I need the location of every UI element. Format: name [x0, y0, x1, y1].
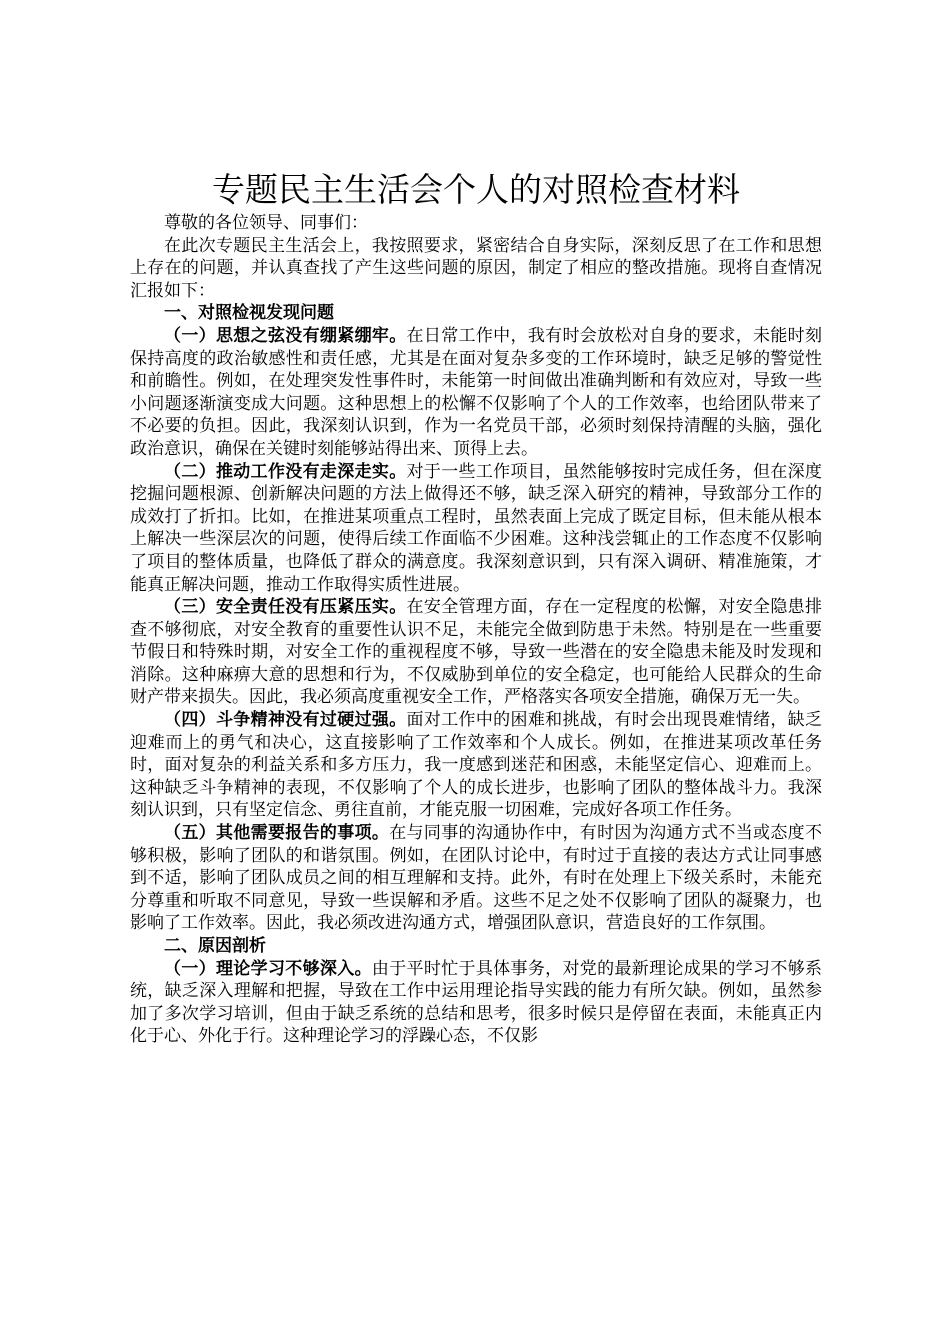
paragraph-lead: （三）安全责任没有压紧压实。 — [164, 597, 407, 618]
paragraph — [130, 709, 822, 822]
paragraph — [130, 461, 822, 597]
document-title: 专题民主生活会个人的对照检查材料 — [212, 170, 740, 209]
paragraph — [130, 596, 822, 709]
section-heading-2: 二、原因剖析 — [164, 936, 266, 956]
intro-paragraph: 在此次专题民主生活会上，我按照要求，紧密结合自身实际，深刻反思了在工作和思想上存在的问题，并认真查找了产生这些问题的原因，制定了相应的整改措施。现将自查情况汇报如下： — [130, 235, 822, 301]
paragraph-body: 在与同事的沟通协作中，有时因为沟通方式不当或态度不够积极，影响了团队的和谐氛围。例如，在团队讨论中，有时过于直接的表达方式让同事感到不适，影响了团队成员之间的相互理解和支持。此外，有时在处理上下级关系时，未能充分尊重和听取不同意见，导致一些误解和矛盾。这些不足之处不仅影响了团队的凝聚力，也影响了工作效率。因此，我必须改进沟通方式，增强团队意识，营造良好的工作氛围。 — [130, 823, 823, 934]
paragraph-lead: （一）思想之弦没有绷紧绷牢。 — [164, 325, 407, 346]
paragraph-body: 对于一些工作项目，虽然能够按时完成任务，但在深度挖掘问题根源、创新解决问题的方法上做得还不够，缺乏深入研究的精神，导致部分工作的成效打了折扣。比如，在推进某项重点工程时，虽然表面上完成了既定目标，但未能从根本上解决一些深层次的问题，使得后续工作面临不少困难。这种浅尝辄止的工作态度不仅影响了项目的整体质量，也降低了群众的满意度。我深刻意识到，只有深入调研、精准施策，才能真正解决问题，推动工作取得实质性进展。 — [130, 461, 823, 595]
paragraph — [130, 325, 822, 461]
paragraph — [130, 958, 822, 1048]
paragraph-lead: （二）推动工作没有走深走实。 — [164, 461, 407, 482]
paragraph-lead: （四）斗争精神没有过硬过强。 — [164, 710, 407, 731]
paragraph-lead: （五）其他需要报告的事项。 — [164, 823, 390, 844]
paragraph — [130, 822, 822, 935]
paragraph-body: 由于平时忙于具体事务，对党的最新理论成果的学习不够系统，缺乏深入理解和把握，导致在工作中运用理论指导实践的能力有所欠缺。例如，虽然参加了多次学习培训，但由于缺乏系统的总结和思考，很多时候只是停留在表面，未能真正内化于心、外化于行。这种理论学习的浮躁心态，不仅影 — [130, 958, 823, 1047]
paragraph-body: 在安全管理方面，存在一定程度的松懈，对安全隐患排查不够彻底，对安全教育的重要性认识不足，未能完全做到防患于未然。特别是在一些重要节假日和特殊时期，对安全工作的重视程度不够，导致一些潜在的安全隐患未能及时发现和消除。这种麻痹大意的思想和行为，不仅威胁到单位的安全稳定，也可能给人民群众的生命财产带来损失。因此，我必须高度重视安全工作，严格落实各项安全措施，确保万无一失。 — [130, 597, 823, 708]
document-page — [130, 168, 822, 1048]
section-heading-1: 一、对照检视发现问题 — [164, 303, 334, 324]
salutation: 尊敬的各位领导、同事们： — [164, 213, 368, 233]
paragraph-body: 面对工作中的困难和挑战，有时会出现畏难情绪，缺乏迎难而上的勇气和决心，这直接影响了工作效率和个人成长。例如，在推进某项改革任务时，面对复杂的利益关系和多方压力，我一度感到迷茫和困惑，未能坚定信心、迎难而上。这种缺乏斗争精神的表现，不仅影响了个人的成长进步，也影响了团队的整体战斗力。我深刻认识到，只有坚定信念、勇往直前，才能克服一切困难，完成好各项工作任务。 — [130, 710, 823, 821]
paragraph-body: 在日常工作中，我有时会放松对自身的要求，未能时刻保持高度的政治敏感性和责任感，尤其是在面对复杂多变的工作环境时，缺乏足够的警觉性和前瞻性。例如，在处理突发性事件时，未能第一时间做出准确判断和有效应对，导致一些小问题逐渐演变成大问题。这种思想上的松懈不仅影响了个人的工作效率，也给团队带来了不必要的负担。因此，我深刻认识到，作为一名党员干部，必须时刻保持清醒的头脑，强化政治意识，确保在关键时刻能够站得出来、顶得上去。 — [130, 325, 823, 459]
paragraph-lead: （一）理论学习不够深入。 — [164, 958, 372, 979]
